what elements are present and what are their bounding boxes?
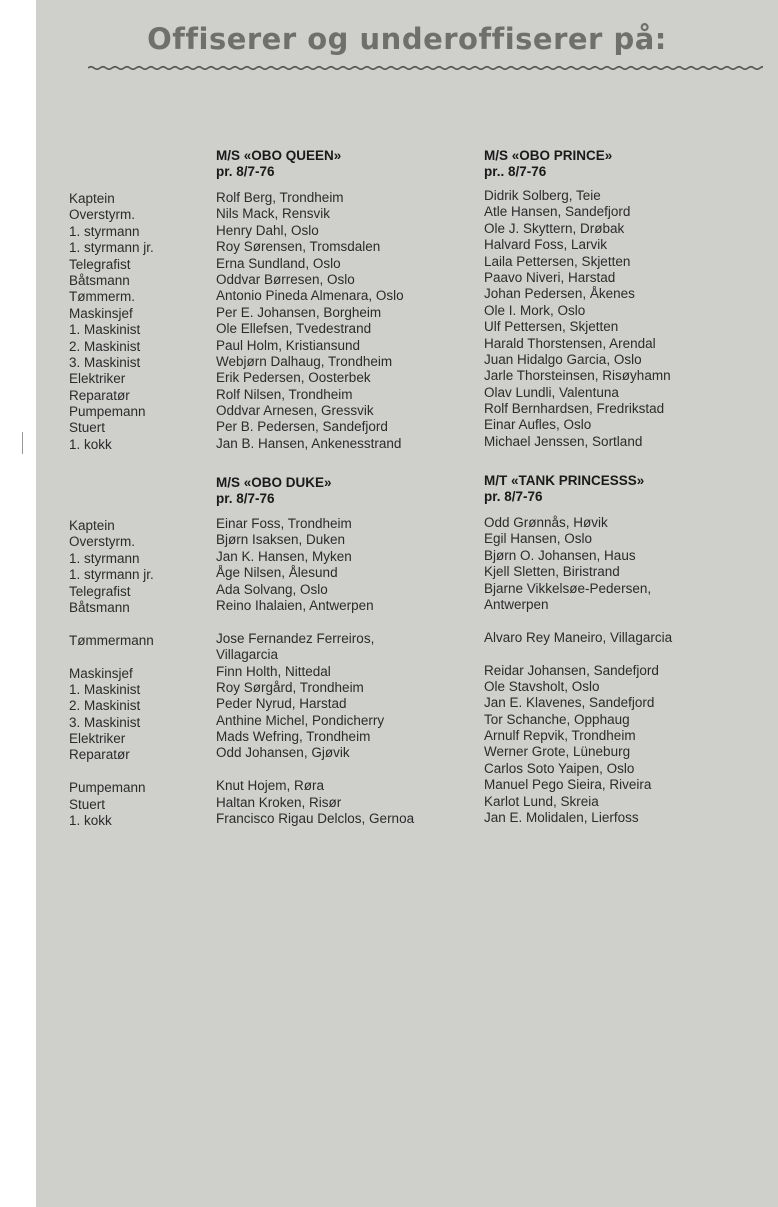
crew-entry: Peder Nyrud, Harstad bbox=[216, 696, 347, 712]
ship-date: pr.. 8/7-76 bbox=[484, 164, 547, 180]
rank-label: Telegrafist bbox=[69, 256, 131, 272]
crew-entry: Knut Hojem, Røra bbox=[216, 778, 325, 794]
rank-label: Maskinsjef bbox=[69, 665, 133, 681]
crew-entry bbox=[484, 613, 672, 629]
crew-entry: Manuel Pego Sieira, Riveira bbox=[484, 777, 652, 793]
crew-entry: Roy Sørgård, Trondheim bbox=[216, 679, 364, 695]
rank-label: 1. kokk bbox=[69, 436, 112, 452]
crew-entry: Paul Holm, Kristiansund bbox=[216, 337, 361, 353]
crew-entry: Jarle Thorsteinsen, Risøyhamn bbox=[484, 368, 671, 384]
crew-entry: Reino Ihalaien, Antwerpen bbox=[216, 597, 374, 613]
ship-date: pr. 8/7-76 bbox=[216, 164, 275, 180]
crew-entry: Anthine Michel, Pondicherry bbox=[216, 712, 385, 728]
page-left-margin bbox=[0, 0, 36, 1207]
crew-entry: Åge Nilsen, Ålesund bbox=[216, 565, 338, 581]
crew-entry: Ole I. Mork, Oslo bbox=[484, 302, 586, 318]
crew-entry: Jan K. Hansen, Myken bbox=[216, 548, 352, 564]
crew-entry: Michael Jenssen, Sortland bbox=[484, 433, 643, 449]
rank-label bbox=[69, 649, 154, 665]
crew-entry: Harald Thorstensen, Arendal bbox=[484, 335, 656, 351]
crew-entry: Bjørn Isaksen, Duken bbox=[216, 532, 346, 548]
crew-entry: Nils Mack, Rensvik bbox=[216, 206, 331, 222]
crew-entry: Per B. Pedersen, Sandefjord bbox=[216, 419, 388, 435]
crew-entry: Ole Ellefsen, Tvedestrand bbox=[216, 321, 372, 337]
crew-column-tank-princess bbox=[484, 515, 672, 826]
ship-name: M/S «OBO QUEEN» bbox=[216, 148, 342, 163]
crew-entry: Erna Sundland, Oslo bbox=[216, 255, 341, 271]
crew-entry: Reidar Johansen, Sandefjord bbox=[484, 662, 659, 678]
rank-label: 1. styrmann bbox=[69, 223, 140, 239]
rank-label: Kaptein bbox=[69, 191, 115, 206]
rank-label: Reparatør bbox=[69, 747, 130, 763]
crew-entry bbox=[216, 762, 414, 778]
crew-entry: Jan E. Klavenes, Sandefjord bbox=[484, 695, 655, 711]
rank-label: 2. Maskinist bbox=[69, 338, 141, 354]
rank-label: Elektriker bbox=[69, 731, 126, 747]
rank-label: Maskinsjef bbox=[69, 305, 133, 321]
rank-label: Kaptein bbox=[69, 518, 115, 533]
crew-entry bbox=[216, 614, 414, 630]
rank-label: Reparatør bbox=[69, 387, 130, 403]
crew-entry: Tor Schanche, Opphaug bbox=[484, 711, 630, 727]
crew-entry: Karlot Lund, Skreia bbox=[484, 793, 599, 809]
rank-label bbox=[69, 764, 154, 780]
crew-entry: Jose Fernandez Ferreiros, bbox=[216, 630, 375, 646]
crew-entry: Finn Holth, Nittedal bbox=[216, 663, 331, 679]
crew-entry: Laila Pettersen, Skjetten bbox=[484, 253, 631, 269]
crew-entry: Francisco Rigau Delclos, Gernoa bbox=[216, 811, 415, 827]
page-heading: Offiserer og underoffiserer på: bbox=[147, 22, 667, 56]
rank-label: 3. Maskinist bbox=[69, 714, 141, 730]
rank-label: 1. kokk bbox=[69, 813, 112, 829]
crew-entry: Rolf Berg, Trondheim bbox=[216, 190, 344, 205]
rank-label bbox=[69, 616, 154, 632]
rank-label: Stuert bbox=[69, 796, 106, 812]
crew-entry: Ole J. Skyttern, Drøbak bbox=[484, 220, 625, 236]
crew-entry: Bjørn O. Johansen, Haus bbox=[484, 547, 636, 563]
rank-label: Pumpemann bbox=[69, 780, 146, 796]
ship-header-obo-queen bbox=[216, 148, 341, 181]
rank-label: Overstyrm. bbox=[69, 207, 135, 223]
crew-entry: Paavo Niveri, Harstad bbox=[484, 269, 616, 285]
crew-entry: Jan E. Molidalen, Lierfoss bbox=[484, 810, 639, 826]
rank-label: Båtsmann bbox=[69, 599, 130, 615]
ship-date: pr. 8/7-76 bbox=[484, 489, 543, 505]
rank-label: Pumpemann bbox=[69, 404, 146, 420]
crew-entry: Didrik Solberg, Teie bbox=[484, 188, 601, 203]
crew-entry: Villagarcia bbox=[216, 647, 279, 663]
crew-column-obo-prince bbox=[484, 188, 671, 450]
crew-entry: Johan Pedersen, Åkenes bbox=[484, 286, 635, 302]
crew-entry: Odd Johansen, Gjøvik bbox=[216, 745, 350, 761]
wavy-underline bbox=[88, 58, 763, 78]
crew-entry: Per E. Johansen, Borgheim bbox=[216, 304, 382, 320]
rank-label: Telegrafist bbox=[69, 583, 131, 599]
rank-label: 1. styrmann jr. bbox=[69, 567, 154, 583]
margin-mark bbox=[22, 432, 23, 454]
ship-header-obo-duke bbox=[216, 475, 332, 508]
ship-date: pr. 8/7-76 bbox=[216, 491, 275, 507]
crew-entry: Werner Grote, Lüneburg bbox=[484, 744, 631, 760]
crew-column-obo-queen bbox=[216, 190, 404, 452]
ship-name: M/S «OBO DUKE» bbox=[216, 475, 332, 490]
crew-column-obo-duke bbox=[216, 516, 414, 827]
crew-entry: Oddvar Arnesen, Gressvik bbox=[216, 403, 374, 419]
rank-column-1 bbox=[69, 191, 154, 453]
crew-entry: Olav Lundli, Valentuna bbox=[484, 384, 619, 400]
crew-entry: Jan B. Hansen, Ankenesstrand bbox=[216, 435, 402, 451]
ship-name: M/T «TANK PRINCESSS» bbox=[484, 473, 645, 488]
rank-label: 1. Maskinist bbox=[69, 322, 141, 338]
ship-header-tank-princess bbox=[484, 473, 644, 506]
crew-entry: Ada Solvang, Oslo bbox=[216, 581, 328, 597]
crew-entry: Antonio Pineda Almenara, Oslo bbox=[216, 288, 404, 304]
crew-entry: Roy Sørensen, Tromsdalen bbox=[216, 239, 381, 255]
crew-entry: Rolf Bernhardsen, Fredrikstad bbox=[484, 401, 665, 417]
crew-entry: Atle Hansen, Sandefjord bbox=[484, 204, 631, 220]
crew-entry: Ulf Pettersen, Skjetten bbox=[484, 319, 619, 335]
crew-entry: Einar Foss, Trondheim bbox=[216, 516, 352, 531]
crew-entry: Arnulf Repvik, Trondheim bbox=[484, 728, 636, 744]
rank-label: Stuert bbox=[69, 420, 106, 436]
crew-entry: Juan Hidalgo Garcia, Oslo bbox=[484, 351, 642, 367]
crew-entry: Carlos Soto Yaipen, Oslo bbox=[484, 760, 635, 776]
crew-entry: Rolf Nilsen, Trondheim bbox=[216, 386, 353, 402]
crew-entry: Haltan Kroken, Risør bbox=[216, 794, 342, 810]
crew-entry: Alvaro Rey Maneiro, Villagarcia bbox=[484, 629, 673, 645]
crew-entry: Mads Wefring, Trondheim bbox=[216, 729, 371, 745]
crew-entry: Erik Pedersen, Oosterbek bbox=[216, 370, 371, 386]
crew-entry: Odd Grønnås, Høvik bbox=[484, 515, 608, 530]
crew-entry: Ole Stavsholt, Oslo bbox=[484, 678, 600, 694]
crew-entry: Webjørn Dalhaug, Trondheim bbox=[216, 353, 393, 369]
rank-column-2 bbox=[69, 518, 154, 829]
rank-label: 1. styrmann jr. bbox=[69, 240, 154, 256]
crew-entry bbox=[484, 646, 672, 662]
rank-label: Elektriker bbox=[69, 371, 126, 387]
rank-label: 3. Maskinist bbox=[69, 354, 141, 370]
crew-entry: Oddvar Børresen, Oslo bbox=[216, 271, 355, 287]
crew-entry: Egil Hansen, Oslo bbox=[484, 531, 593, 547]
crew-entry: Halvard Foss, Larvik bbox=[484, 237, 608, 253]
rank-label: Båtsmann bbox=[69, 272, 130, 288]
rank-label: 1. Maskinist bbox=[69, 681, 141, 697]
crew-entry: Einar Aufles, Oslo bbox=[484, 417, 592, 433]
rank-label: 2. Maskinist bbox=[69, 698, 141, 714]
crew-entry: Antwerpen bbox=[484, 596, 549, 612]
rank-label: Overstyrm. bbox=[69, 534, 135, 550]
rank-label: Tømmerm. bbox=[69, 289, 135, 305]
rank-label: 1. styrmann bbox=[69, 550, 140, 566]
crew-entry: Kjell Sletten, Biristrand bbox=[484, 564, 620, 580]
ship-name: M/S «OBO PRINCE» bbox=[484, 148, 613, 163]
crew-entry: Henry Dahl, Oslo bbox=[216, 222, 319, 238]
rank-label: Tømmermann bbox=[69, 632, 154, 648]
crew-entry: Bjarne Vikkelsøe-Pedersen, bbox=[484, 580, 652, 596]
ship-header-obo-prince bbox=[484, 148, 612, 181]
